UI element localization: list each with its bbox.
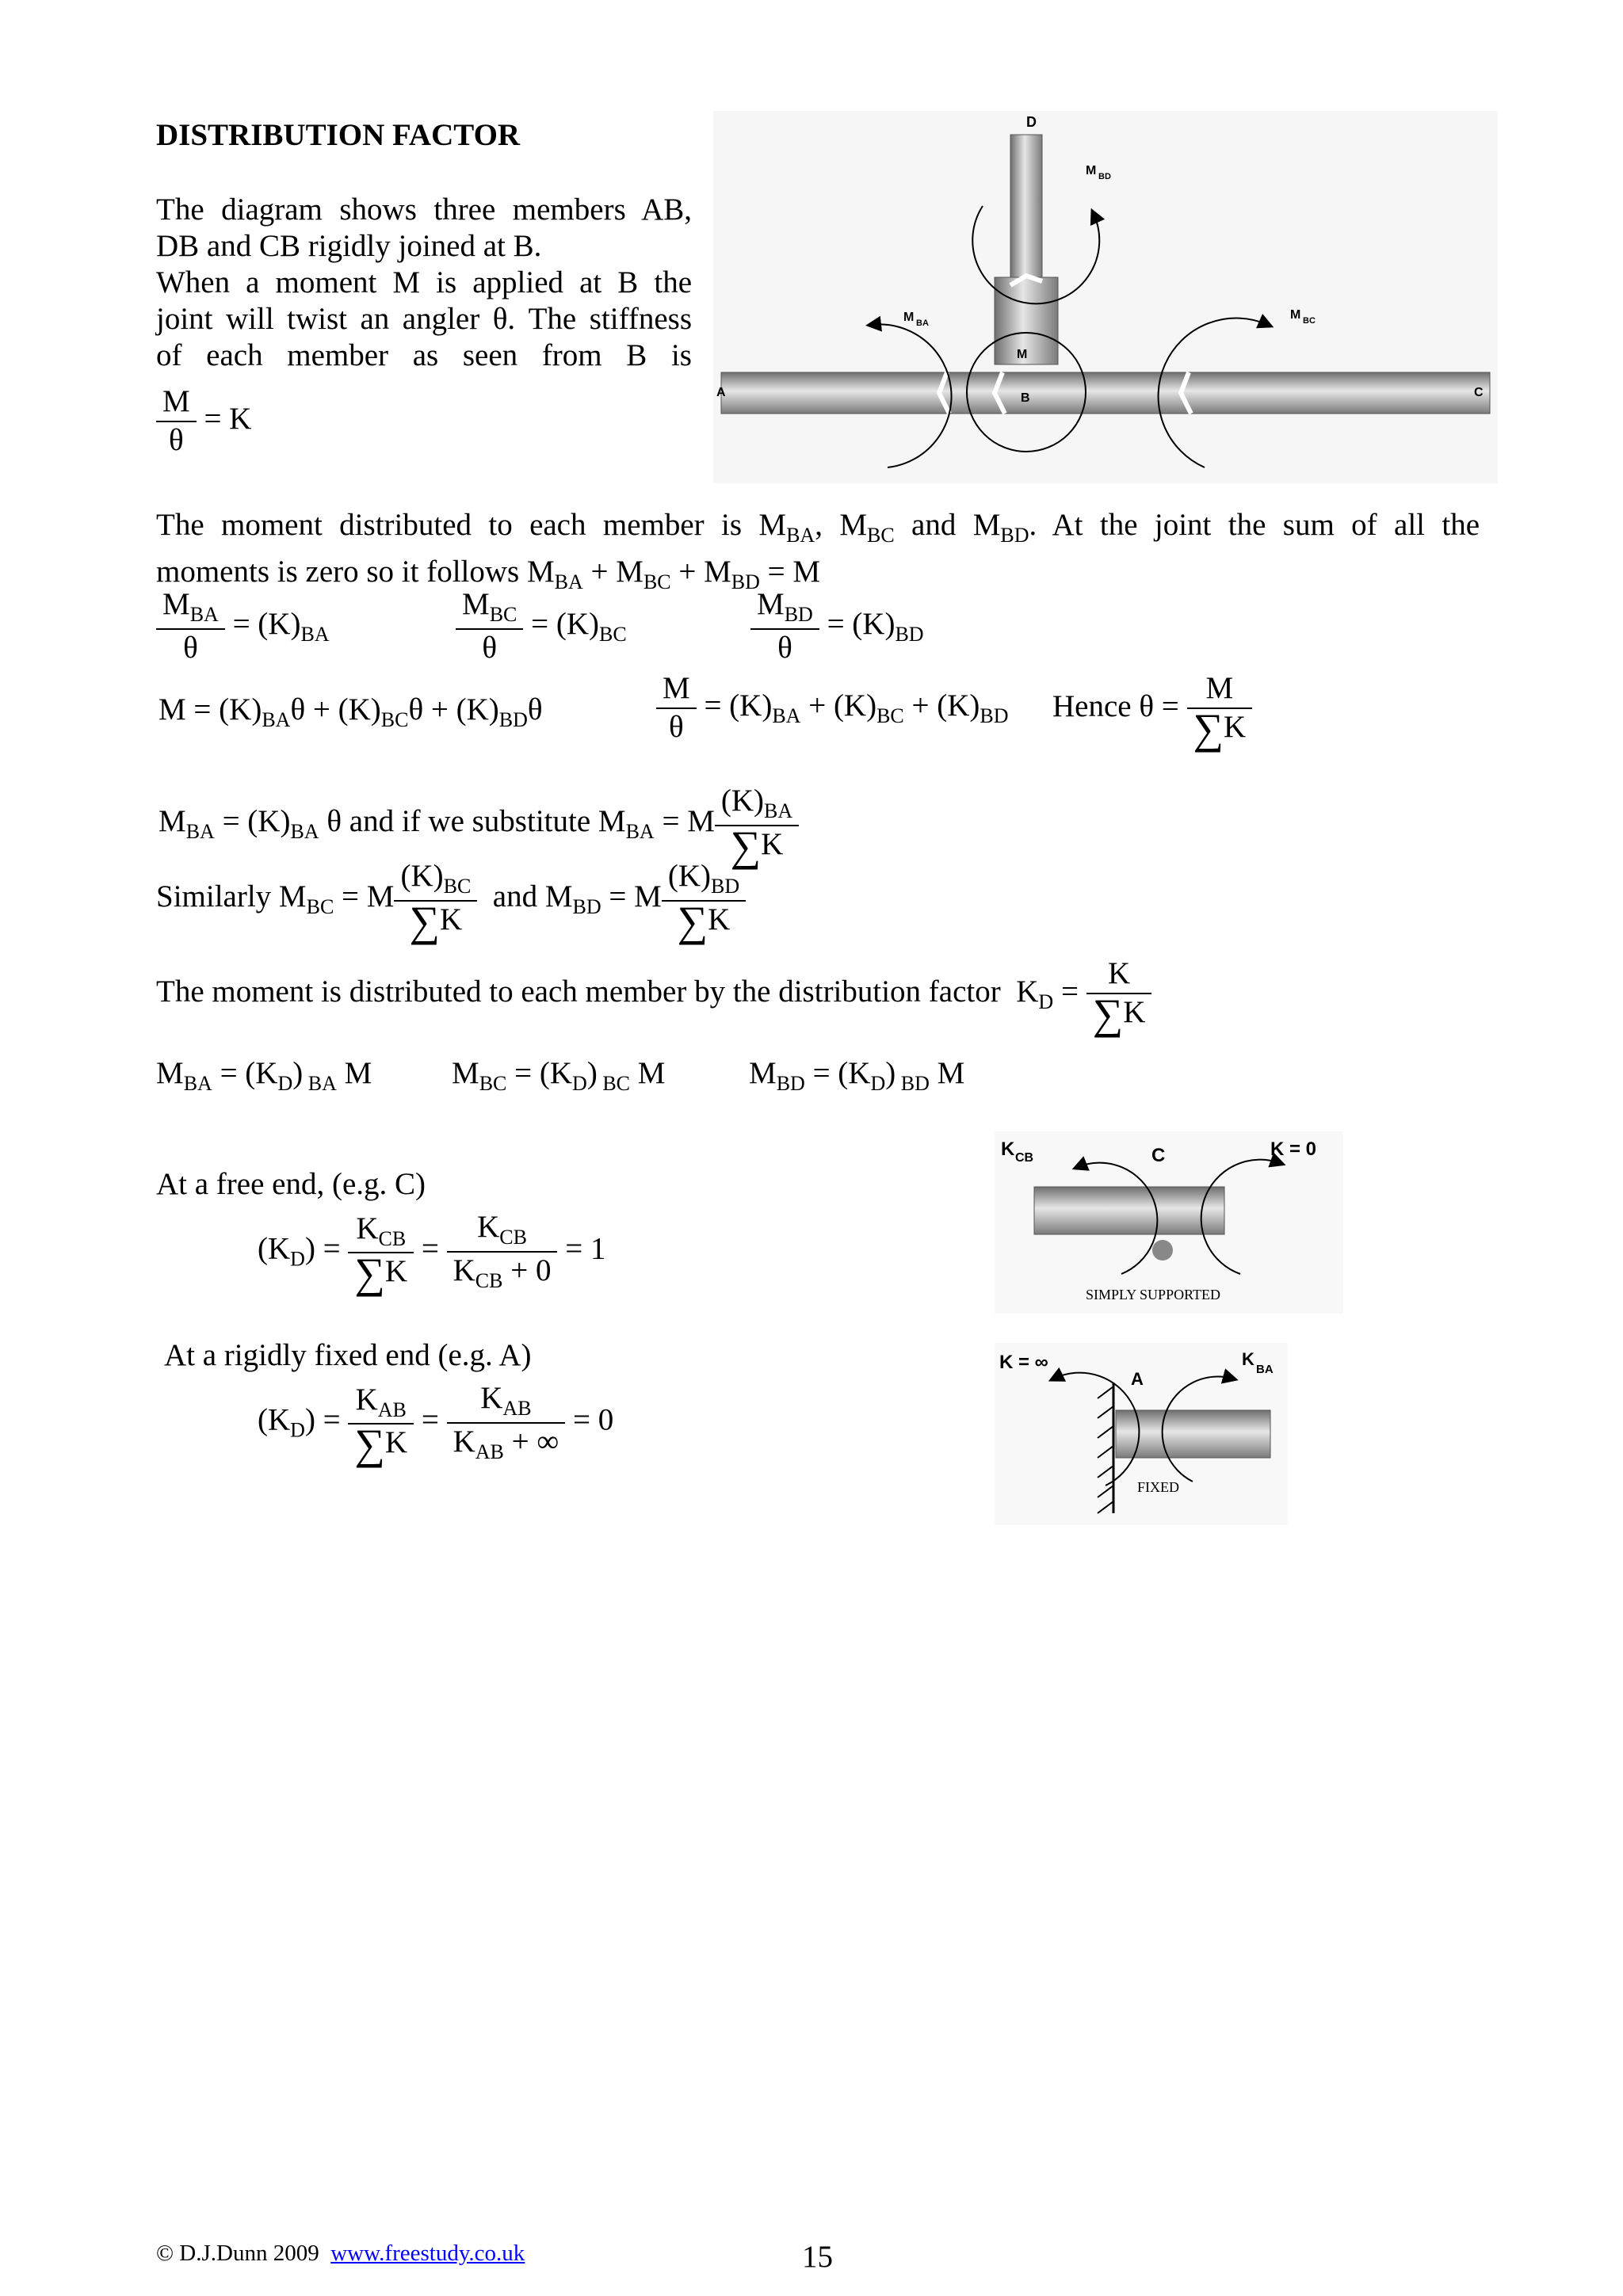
beam [1034,1187,1224,1234]
intro-line: The diagram shows three members AB, [156,193,692,227]
svg-text:K: K [1242,1349,1254,1369]
eq-m-sum: $M = (K)_{BA}\theta + (K)_{BC}\theta + (K)_{BD}\theta$ [158,692,543,732]
intro-line: When a moment M is applied at B the [156,265,692,299]
moment-paragraph [156,507,1480,601]
intro-line: of each member as seen from B is [156,338,692,372]
eq-mba-theta: $\frac{M_{BA}}{\theta}$ = $(K)_{BA}$ [156,588,330,666]
svg-text:B: B [1021,391,1030,405]
simply-supported-diagram [995,1131,1343,1314]
svg-text:K = 0: K = 0 [1270,1138,1317,1160]
fixed-end-figure [995,1343,1288,1525]
footer [156,2241,525,2267]
eq-hence-theta: Hence θ = $\frac{M}{\sum K}$ [1052,672,1252,746]
svg-text:A: A [716,386,726,399]
intro-line: DB and CB rigidly joined at B. [156,229,542,263]
eq-mba-substitute: $M_{BA} = (K)_{BA}$ θ and if we substitute $M_{BA} = M$ $\frac{(K)_{BA}}{\sum K}$ [158,784,799,864]
member-bd [1010,135,1042,293]
joint-figure [713,111,1498,483]
joint-diagram [713,111,1498,483]
simply-supported-figure [995,1131,1343,1314]
svg-text:BA: BA [916,318,929,328]
page-number: 15 [802,2240,833,2274]
roller-support [1152,1240,1173,1261]
svg-text:K: K [1001,1138,1015,1160]
svg-text:M: M [1290,308,1301,322]
page-heading: DISTRIBUTION FACTOR [156,118,521,152]
svg-text:BD: BD [1098,172,1111,181]
eq-mbd-kd: $M_{BD} = (K_D)$ $_{BD}$ M [749,1056,965,1096]
svg-text:BC: BC [1303,316,1316,326]
eq-mbc-kd: $M_{BC} = (K_D)$ $_{BC}$ M [452,1056,666,1096]
svg-text:FIXED: FIXED [1137,1479,1179,1495]
svg-text:BA: BA [1256,1363,1274,1376]
paragraph-line: moments is zero so it follows $M_{BA} + M_{BC} + M_{BD} = M$ [156,554,821,593]
eq-fixed-end: $(K_D)$ = $\frac{K_{AB}}{\sum K}$ = $\frac{K_{AB}}{K_{AB} + \infty}$ = 0 [258,1381,614,1469]
stiffness-equation: $\frac{M}{\theta}$ = K [156,385,251,458]
svg-text:D: D [1026,114,1037,130]
svg-text:M: M [1086,164,1097,177]
paragraph-line: The moment distributed to each member is $M_{BA}$, $M_{BC}$ and $M_{BD}$. At the joint the sum of all the [156,508,1480,547]
intro-paragraph [156,192,692,374]
footer-link[interactable]: www.freestudy.co.uk [330,2241,525,2266]
free-end-title: At a free end, (e.g. C) [156,1167,426,1201]
eq-similarly: Similarly $M_{BC} = M$ $\frac{(K)_{BC}}{\sum K}$ and $M_{BD} = M$ $\frac{(K)_{BD}}{\sum K}$ [156,860,746,939]
copyright: © D.J.Dunn 2009 [156,2241,319,2266]
svg-text:M: M [903,311,915,324]
svg-text:K = ∞: K = ∞ [999,1352,1048,1373]
svg-text:A: A [1131,1369,1144,1389]
member-ab-cb [721,372,1490,414]
intro-line: joint will twist an angler θ. The stiffness [156,302,692,336]
fixed-end-diagram [995,1343,1288,1525]
eq-free-end: $(K_D)$ = $\frac{K_{CB}}{\sum K}$ = $\frac{K_{CB}}{K_{CB} + 0}$ = 1 [258,1210,606,1298]
eq-mbd-theta: $\frac{M_{BD}}{\theta}$ = $(K)_{BD}$ [750,588,924,666]
svg-text:CB: CB [1015,1151,1034,1165]
eq-mbc-theta: $\frac{M_{BC}}{\theta}$ = $(K)_{BC}$ [456,588,627,666]
eq-distribution-factor: The moment is distributed to each member by the distribution factor $K_D$ = $\frac{K}{\sum K}$ [156,957,1151,1032]
fixed-end-title: At a rigidly fixed end (e.g. A) [164,1338,532,1372]
svg-text:M: M [1017,348,1028,361]
svg-text:SIMPLY SUPPORTED: SIMPLY SUPPORTED [1086,1287,1220,1302]
svg-text:C: C [1474,386,1484,399]
eq-mba-kd: $M_{BA} = (K_D)$ $_{BA}$ M [156,1056,372,1096]
svg-text:C: C [1151,1145,1166,1166]
eq-m-theta-sum: $\frac{M}{\theta}$ = $(K)_{BA} + (K)_{BC} + (K)_{BD}$ [656,672,1009,745]
